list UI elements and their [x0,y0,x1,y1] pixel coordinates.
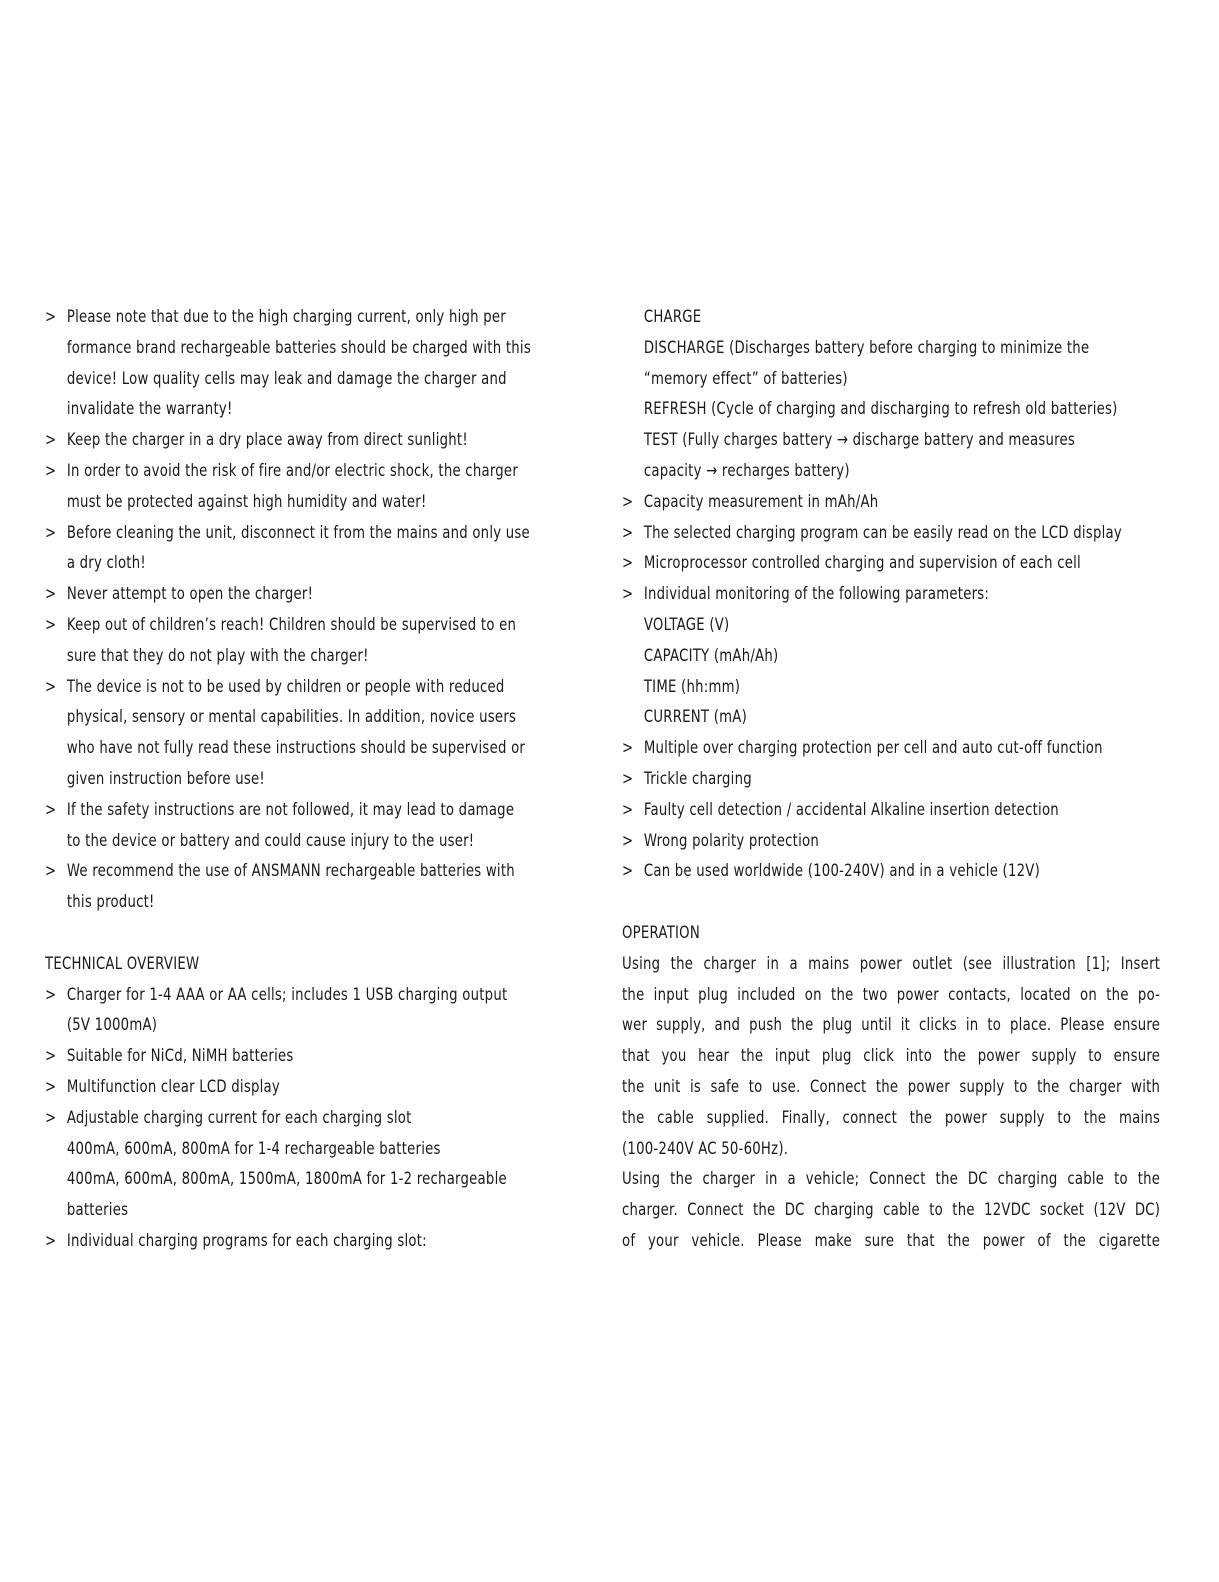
line-text: the input plug included on the two power contacts, located on the po- [622,984,1161,1005]
tech-bullet [45,980,508,1011]
safety-bullet-continued [45,394,470,425]
bullet-marker: > [45,522,57,543]
operation-line [622,1010,1161,1041]
line-text: Using the charger in a vehicle; Connect the DC charging cable to the [622,1169,1161,1190]
left-column [45,302,590,1257]
line-text: Wrong polarity protection [643,830,819,851]
line-text: physical, sensory or mental capabilities. In addition, novice users [66,707,517,728]
line-text: given instruction before use! [66,768,265,789]
operation-line [622,1072,1161,1103]
line-text: formance brand rechargeable batteries should be charged with this [66,337,531,358]
safety-bullet-continued [45,764,470,795]
section-heading-operation [622,918,1047,949]
bullet-marker: > [622,861,634,882]
tech-bullet-continued [45,1010,470,1041]
section-heading-technical-overview [45,949,470,980]
bullet-marker: > [622,584,634,605]
safety-bullet-continued [45,548,470,579]
operation-line [622,1226,1161,1257]
bullet-marker: > [45,1046,57,1067]
line-text: that you hear the input plug click into the power supply to ensure [622,1046,1161,1067]
program-line [622,425,1076,456]
feature-bullet [622,733,1103,764]
spacer [622,887,1167,918]
line-text: invalidate the warranty! [66,399,233,420]
program-line [622,333,1090,364]
tech-bullet [45,1072,470,1103]
feature-bullet [622,548,1081,579]
safety-bullet-continued [45,733,526,764]
safety-bullet [45,795,515,826]
line-text: Before cleaning the unit, disconnect it from the mains and only use [66,522,530,543]
tech-bullet [45,1041,470,1072]
bullet-marker: > [45,614,57,635]
feature-bullet-continued [622,641,1047,672]
bullet-marker: > [622,738,634,759]
operation-line [622,1164,1161,1195]
feature-bullet [622,826,1047,857]
bullet-marker: > [622,553,634,574]
bullet-marker: > [45,799,57,820]
bullet-marker: > [45,984,57,1005]
operation-line [622,1195,1161,1226]
line-text: “memory effect” of batteries) [643,368,848,389]
bullet-marker: > [45,1107,57,1128]
bullet-marker: > [45,430,57,451]
tech-bullet-continued [45,1164,507,1195]
line-text: Can be used worldwide (100-240V) and in a vehicle (12V) [643,861,1041,882]
line-text: If the safety instructions are not followed, it may lead to damage [66,799,515,820]
line-text: charger. Connect the DC charging cable to the 12VDC socket (12V DC) [622,1200,1161,1221]
safety-bullet [45,425,470,456]
line-text: to the device or battery and could cause injury to the user! [66,830,475,851]
operation-line [622,1134,1047,1165]
safety-bullet [45,610,517,641]
line-text: 400mA, 600mA, 800mA, 1500mA, 1800mA for 1-2 rechargeable [66,1169,507,1190]
line-text: Capacity measurement in mAh/Ah [643,491,879,512]
line-text: a dry cloth! [66,553,146,574]
line-text: VOLTAGE (V) [643,614,730,635]
bullet-marker: > [45,861,57,882]
line-text: device! Low quality cells may leak and damage the charger and [66,368,507,389]
line-text: TECHNICAL OVERVIEW [45,953,200,974]
line-text: TEST (Fully charges battery → discharge battery and measures [643,430,1076,451]
bullet-marker: > [622,830,634,851]
program-line [622,364,1047,395]
operation-line [622,980,1161,1011]
line-text: Please note that due to the high charging current, only high per [66,307,506,327]
line-text: (100-240V AC 50-60Hz). [622,1138,789,1159]
tech-bullet-continued [45,1134,470,1165]
line-text: CHARGE [643,307,702,327]
line-text: this product! [66,892,155,913]
line-text: Multiple over charging protection per cell and auto cut-off function [643,738,1103,759]
line-text: batteries [66,1200,129,1221]
bullet-marker: > [45,584,57,605]
line-text: TIME (hh:mm) [643,676,741,697]
line-text: The device is not to be used by children or people with reduced [66,676,505,697]
line-text: 400mA, 600mA, 800mA for 1-4 rechargeable batteries [66,1138,441,1159]
line-text: In order to avoid the risk of fire and/or electric shock, the charger [66,460,519,481]
bullet-marker: > [45,1230,57,1251]
line-text: Never attempt to open the charger! [66,584,314,605]
safety-bullet [45,302,506,333]
line-text: Suitable for NiCd, NiMH batteries [66,1046,294,1067]
line-text: Using the charger in a mains power outlet (see illustration [1]; Insert [622,953,1161,974]
line-text: Charger for 1-4 AAA or AA cells; includes 1 USB charging output [66,984,508,1005]
operation-line [622,1103,1161,1134]
line-text: the unit is safe to use. Connect the power supply to the charger with [622,1076,1161,1097]
tech-bullet [45,1226,470,1257]
line-text: Individual monitoring of the following parameters: [643,584,990,605]
program-line [622,456,1047,487]
tech-bullet [45,1103,470,1134]
feature-bullet [622,487,1047,518]
feature-bullet [622,795,1059,826]
feature-bullet-continued [622,672,1047,703]
line-text: REFRESH (Cycle of charging and discharging to refresh old batteries) [643,399,1118,420]
bullet-marker: > [622,491,634,512]
tech-bullet-continued [45,1195,470,1226]
bullet-marker: > [45,1076,57,1097]
safety-bullet-continued [45,826,475,857]
line-text: OPERATION [622,922,701,943]
safety-bullet [45,518,530,549]
safety-bullet-continued [45,333,531,364]
safety-bullet [45,456,519,487]
line-text: the cable supplied. Finally, connect the power supply to the mains [622,1107,1161,1128]
line-text: capacity → recharges battery) [643,460,850,481]
line-text: DISCHARGE (Discharges battery before charging to minimize the [643,337,1090,358]
line-text: Adjustable charging current for each charging slot [66,1107,412,1128]
safety-bullet [45,579,470,610]
right-column [622,302,1167,1257]
spacer [45,918,590,949]
feature-bullet-continued [622,702,1047,733]
safety-bullet-continued [45,487,470,518]
feature-bullet-continued [622,610,1047,641]
line-text: must be protected against high humidity and water! [66,491,427,512]
line-text: of your vehicle. Please make sure that the power of the cigarette [622,1230,1161,1251]
safety-bullet-continued [45,702,517,733]
line-text: CAPACITY (mAh/Ah) [643,645,779,666]
line-text: Individual charging programs for each charging slot: [66,1230,427,1251]
feature-bullet [622,856,1047,887]
line-text: (5V 1000mA) [66,1015,158,1036]
operation-line [622,1041,1161,1072]
line-text: who have not fully read these instructions should be supervised or [66,738,526,759]
bullet-marker: > [45,676,57,697]
feature-bullet [622,518,1122,549]
line-text: We recommend the use of ANSMANN rechargeable batteries with [66,861,515,882]
bullet-marker: > [622,768,634,789]
safety-bullet-continued [45,641,470,672]
line-text: The selected charging program can be easily read on the LCD display [643,522,1122,543]
program-line [622,394,1118,425]
bullet-marker: > [45,460,57,481]
operation-line [622,949,1161,980]
line-text: Microprocessor controlled charging and supervision of each cell [643,553,1081,574]
safety-bullet [45,856,515,887]
safety-bullet-continued [45,364,507,395]
bullet-marker: > [622,522,634,543]
safety-bullet-continued [45,887,470,918]
bullet-marker: > [622,799,634,820]
bullet-marker: > [45,307,57,327]
line-text: Keep out of children’s reach! Children should be supervised to en [66,614,517,635]
line-text: sure that they do not play with the charger! [66,645,369,666]
program-line [622,302,1047,333]
line-text: Trickle charging [643,768,752,789]
feature-bullet [622,764,1047,795]
line-text: CURRENT (mA) [643,707,747,728]
line-text: wer supply, and push the plug until it clicks in to place. Please ensure [622,1015,1161,1036]
line-text: Multifunction clear LCD display [66,1076,280,1097]
line-text: Keep the charger in a dry place away from direct sunlight! [66,430,468,451]
safety-bullet [45,672,505,703]
feature-bullet [622,579,1047,610]
line-text: Faulty cell detection / accidental Alkaline insertion detection [643,799,1059,820]
